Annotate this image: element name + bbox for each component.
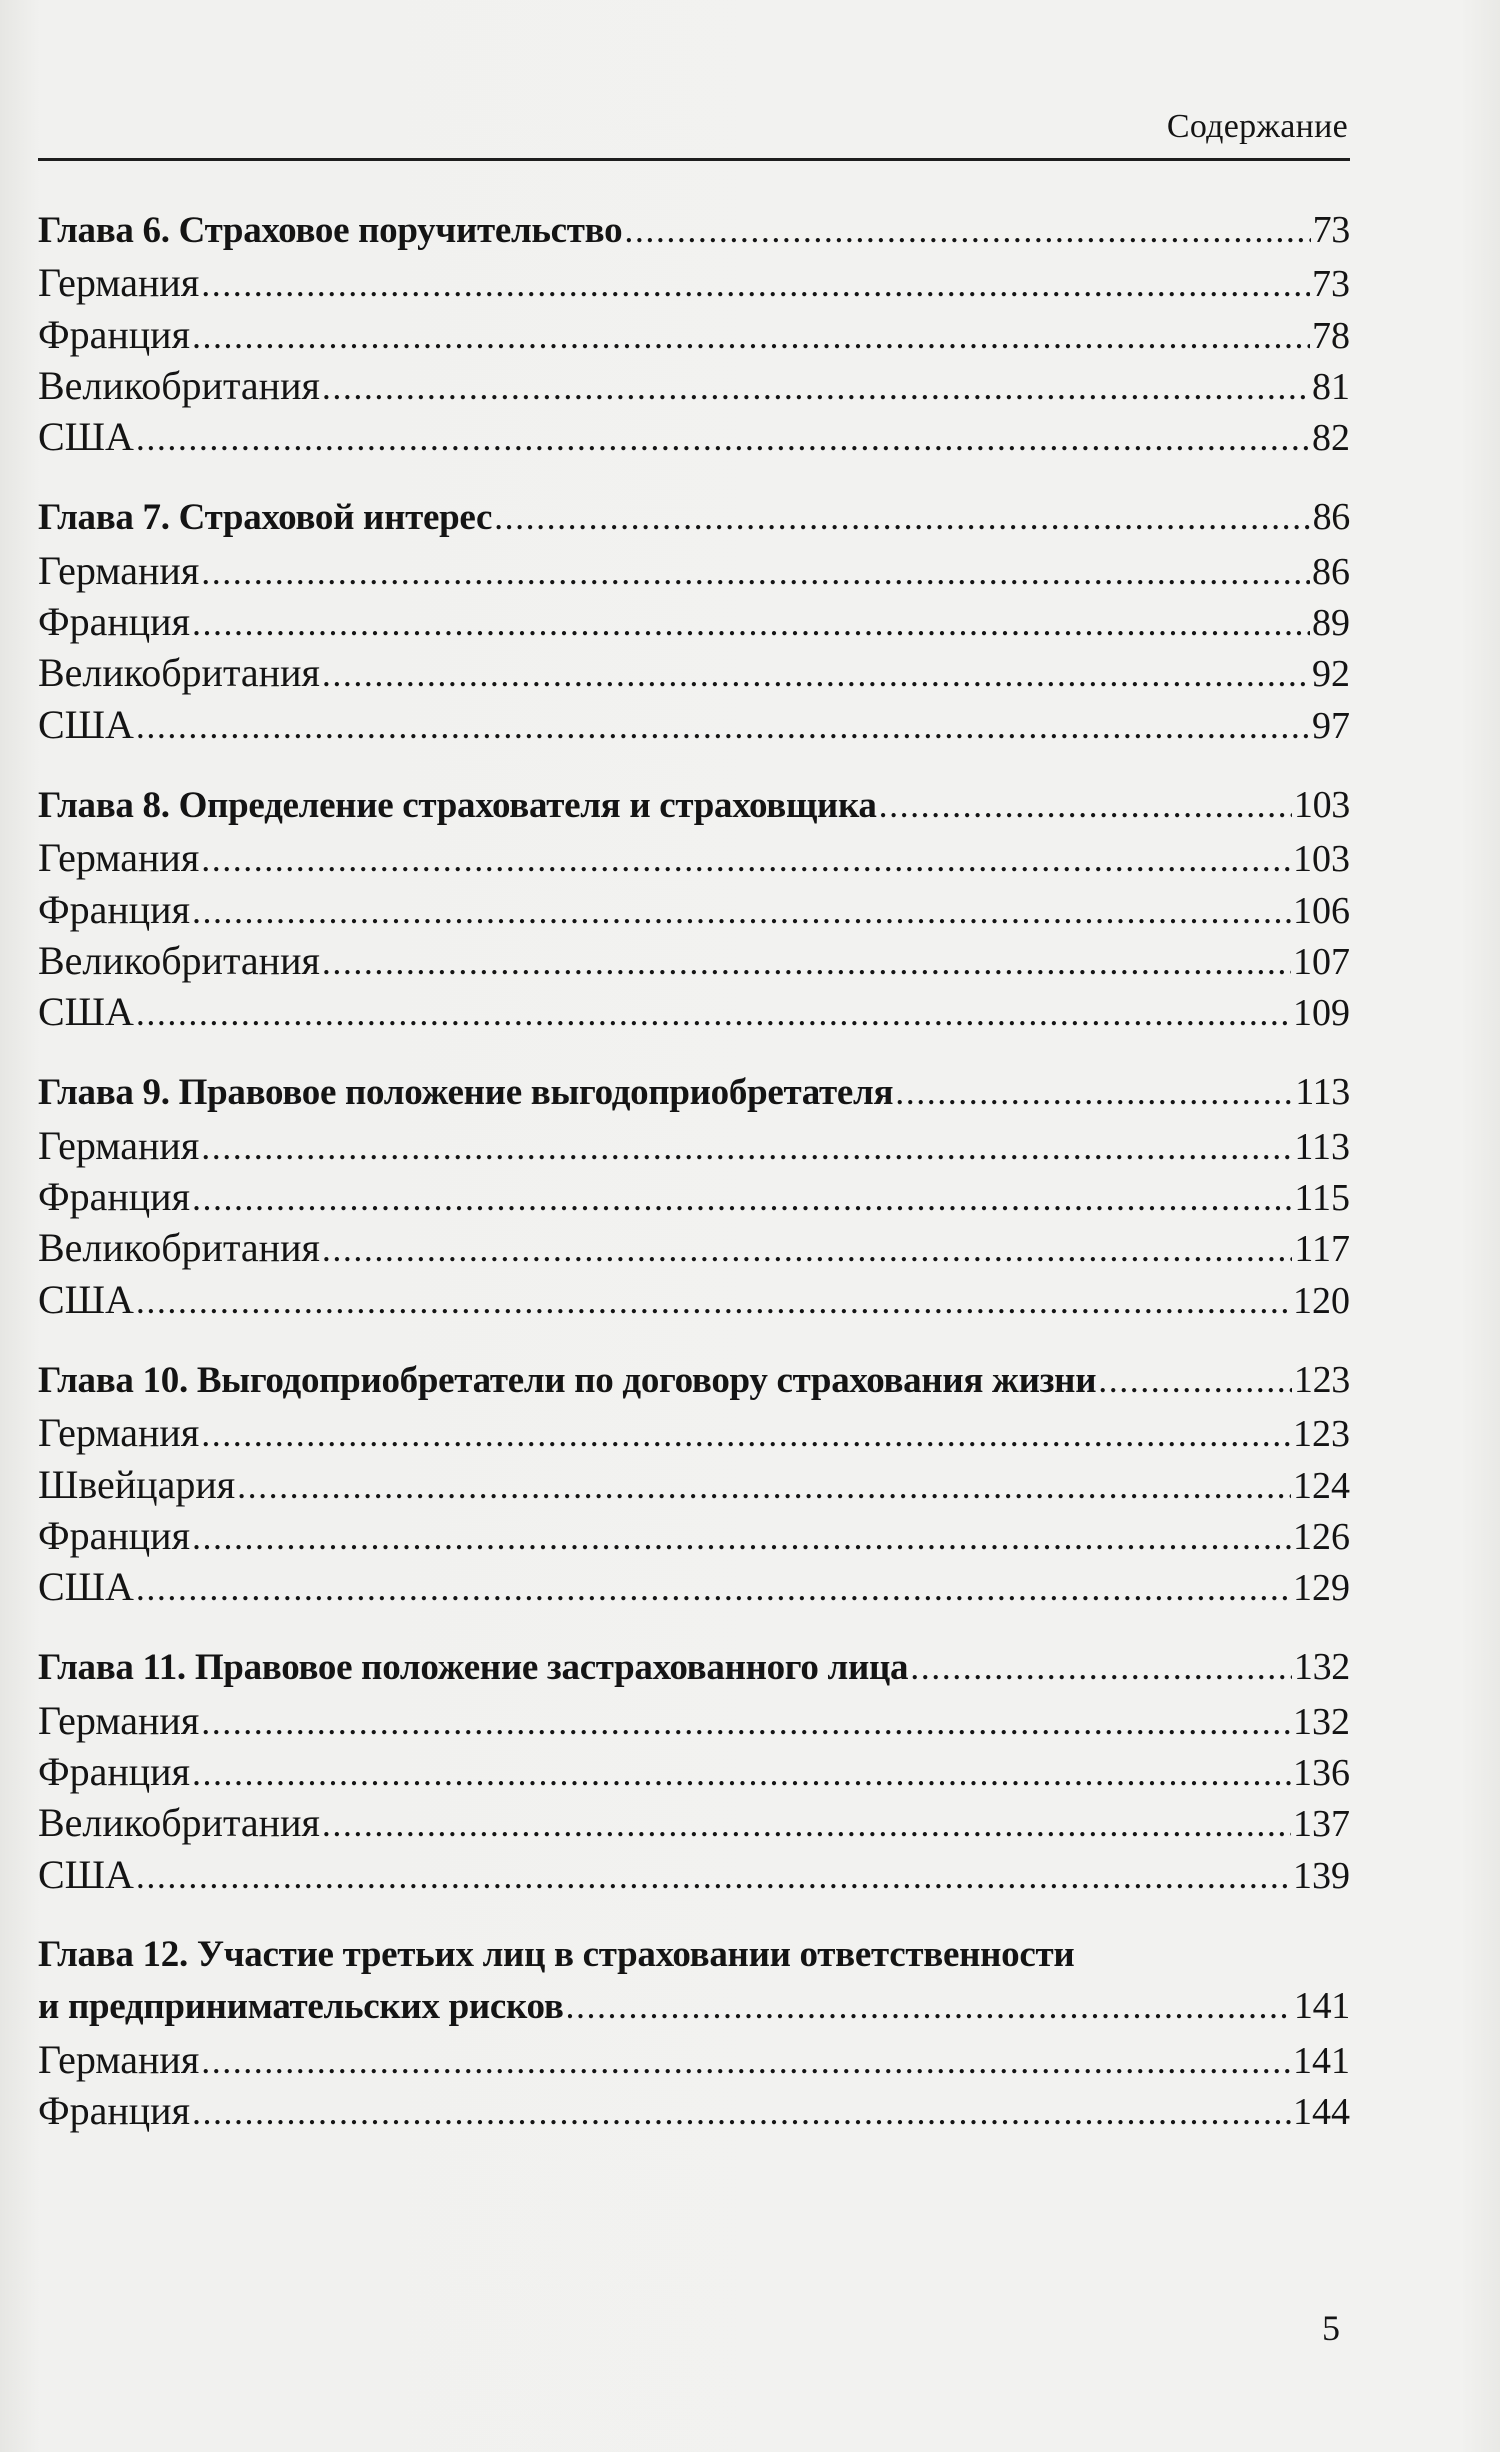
page-number: 123 [1293,1358,1350,1401]
page-number: 141 [1293,1985,1350,2028]
page-number: 129 [1293,1567,1350,1610]
section-title: Великобритания [38,1225,320,1271]
page-number: 82 [1312,417,1350,460]
toc-entry[interactable] [38,1697,1350,1748]
toc-entry[interactable] [38,1748,1350,1799]
toc-entry[interactable] [38,413,1350,464]
page-number: 120 [1293,1279,1350,1322]
section-title: Германия [38,547,200,593]
dot-leader [879,784,1292,826]
page-number: 123 [1293,1413,1350,1456]
toc-chapter-10 [38,1358,1350,1614]
section-title: Франция [38,311,190,357]
dot-leader [895,1071,1293,1113]
toc-entry[interactable] [38,1173,1350,1224]
page-number: 136 [1293,1752,1350,1795]
dot-leader [192,2091,1291,2133]
toc-entry[interactable] [38,1276,1350,1327]
toc-entry[interactable] [38,649,1350,700]
toc-chapter-11 [38,1645,1350,1901]
toc-entry[interactable] [38,701,1350,752]
toc-entry[interactable] [38,937,1350,988]
toc-entry[interactable] [38,311,1350,362]
section-title: Германия [38,1122,200,1168]
table-of-contents [38,208,1350,2169]
page-number: 115 [1294,1177,1350,1220]
dot-leader [201,263,1310,305]
toc-entry[interactable] [38,1512,1350,1563]
chapter-title: Глава 10. Выгодоприобретатели по договору страхования жизни [38,1359,1097,1401]
dot-leader [136,992,1291,1034]
toc-entry[interactable] [38,598,1350,649]
dot-leader [136,1280,1291,1322]
dot-leader [322,653,1310,695]
dot-leader [201,838,1291,880]
running-header: Содержание [1166,108,1348,145]
section-title: Германия [38,260,200,306]
dot-leader [136,417,1310,459]
dot-leader [201,2040,1291,2082]
chapter-title-line2: и предпринимательских рисков [38,1986,564,2028]
page-number: 73 [1312,209,1350,251]
toc-entry[interactable] [38,2087,1350,2138]
chapter-heading[interactable] [38,783,1350,834]
section-title: Великобритания [38,937,320,983]
page-number: 103 [1293,838,1350,881]
page-number: 117 [1294,1228,1350,1271]
section-title: Швейцария [38,1461,236,1507]
toc-entry[interactable] [38,1409,1350,1460]
chapter-title: Глава 9. Правовое положение выгодоприобретателя [38,1072,894,1114]
page-number: 81 [1312,365,1350,408]
dot-leader [192,315,1310,357]
page-number: 126 [1293,1515,1350,1558]
header-rule [38,158,1350,161]
toc-chapter-7 [38,495,1350,751]
chapter-title: Глава 7. Страховой интерес [38,497,493,539]
dot-leader [624,209,1310,251]
page-number: 137 [1293,1803,1350,1846]
toc-entry[interactable] [38,886,1350,937]
page-number: 92 [1312,653,1350,696]
dot-leader [192,1177,1292,1219]
dot-leader [322,1803,1291,1845]
page-folio: 5 [1322,2308,1340,2348]
page-number: 132 [1293,1646,1350,1689]
dot-leader [910,1646,1292,1688]
toc-chapter-8 [38,783,1350,1039]
page-number: 144 [1293,2090,1350,2133]
section-title: Франция [38,1749,190,1795]
section-title: США [38,1276,134,1322]
page-number: 109 [1293,992,1350,1035]
section-title: США [38,1851,134,1897]
section-title: США [38,414,134,460]
toc-entry[interactable] [38,1224,1350,1275]
dot-leader [136,705,1310,747]
page-number: 124 [1293,1464,1350,1507]
dot-leader [201,1126,1292,1168]
dot-leader [201,551,1310,593]
toc-entry[interactable] [38,362,1350,413]
chapter-heading[interactable] [38,208,1350,259]
chapter-title: Глава 8. Определение страхователя и страховщика [38,784,877,826]
dot-leader [322,941,1291,983]
section-title: Германия [38,835,200,881]
toc-chapter-12 [38,1933,1350,2138]
page-number: 89 [1312,602,1350,645]
dot-leader [237,1465,1291,1507]
page-number: 103 [1293,783,1350,826]
chapter-title-line1[interactable]: Глава 12. Участие третьих лиц в страховании ответственности [38,1933,1075,1975]
dot-leader [1098,1359,1292,1401]
chapter-heading[interactable] [38,1070,1350,1121]
dot-leader [322,366,1310,408]
toc-entry[interactable] [38,1461,1350,1512]
dot-leader [566,1985,1292,2027]
section-title: Франция [38,886,190,932]
dot-leader [494,496,1311,538]
toc-entry[interactable] [38,1799,1350,1850]
page-number: 78 [1312,314,1350,357]
toc-chapter-6 [38,208,1350,464]
page-number: 106 [1293,889,1350,932]
dot-leader [192,1516,1291,1558]
dot-leader [201,1701,1291,1743]
section-title: Германия [38,2036,200,2082]
page-number: 73 [1312,263,1350,306]
chapter-heading[interactable] [38,495,1350,546]
toc-chapter-9 [38,1070,1350,1326]
chapter-heading[interactable] [38,1358,1350,1409]
section-title: Великобритания [38,1800,320,1846]
page-number: 97 [1312,704,1350,747]
section-title: Великобритания [38,650,320,696]
toc-entry[interactable] [38,259,1350,310]
page-number: 113 [1294,1125,1350,1168]
page-number: 107 [1293,940,1350,983]
toc-entry[interactable] [38,2036,1350,2087]
section-title: США [38,989,134,1035]
page-number: 86 [1312,550,1350,593]
toc-entry[interactable] [38,1122,1350,1173]
page-number: 141 [1293,2039,1350,2082]
toc-entry[interactable] [38,1851,1350,1902]
section-title: Франция [38,1512,190,1558]
chapter-title: Глава 6. Страховое поручительство [38,210,623,251]
page-number: 132 [1293,1700,1350,1743]
chapter-title: Глава 11. Правовое положение застрахованного лица [38,1647,909,1689]
section-title: Франция [38,2087,190,2133]
dot-leader [322,1228,1293,1270]
dot-leader [192,1752,1291,1794]
toc-entry[interactable] [38,1563,1350,1614]
chapter-heading[interactable] [38,1984,1350,2035]
dot-leader [136,1567,1291,1609]
toc-entry[interactable] [38,834,1350,885]
section-title: США [38,701,134,747]
chapter-heading[interactable] [38,1645,1350,1696]
section-title: Франция [38,1174,190,1220]
section-title: Германия [38,1697,200,1743]
dot-leader [136,1855,1291,1897]
section-title: Франция [38,599,190,645]
page-number: 113 [1295,1071,1350,1114]
section-title: Великобритания [38,362,320,408]
toc-entry[interactable] [38,547,1350,598]
page-number: 86 [1312,496,1350,539]
section-title: Германия [38,1410,200,1456]
dot-leader [201,1413,1291,1455]
dot-leader [192,890,1291,932]
dot-leader [192,602,1310,644]
section-title: США [38,1564,134,1610]
toc-entry[interactable] [38,988,1350,1039]
page-number: 139 [1293,1854,1350,1897]
